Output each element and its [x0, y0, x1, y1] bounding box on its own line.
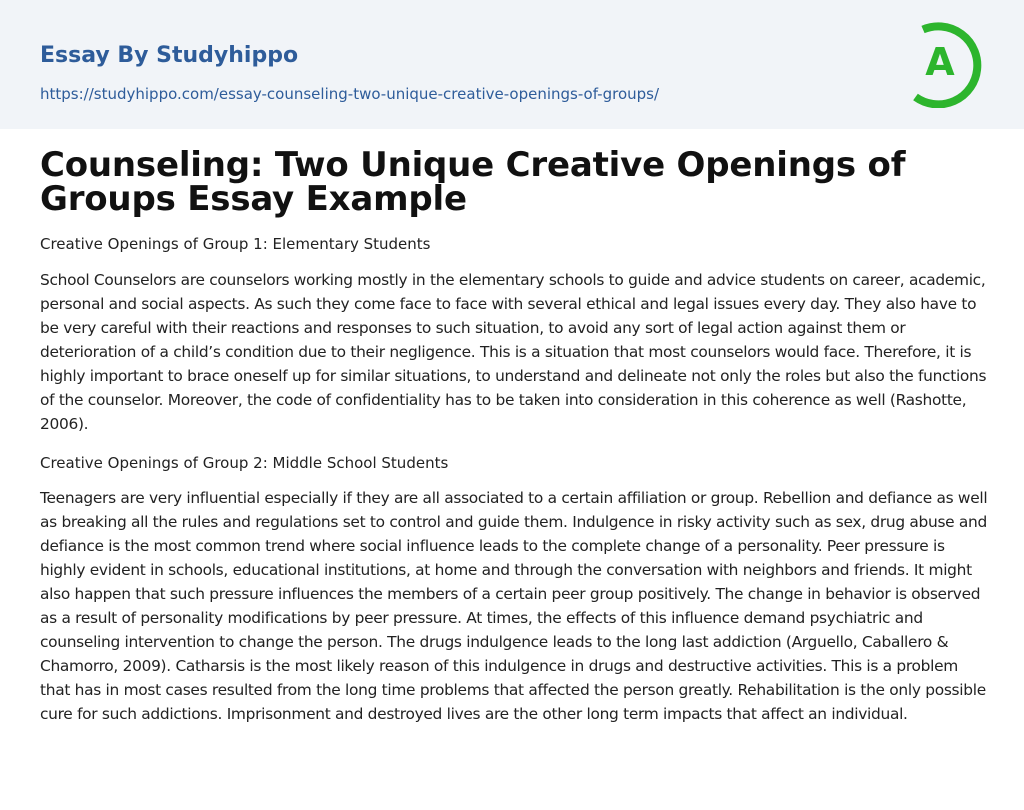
site-brand[interactable]: Essay By Studyhippo — [40, 43, 299, 68]
section-heading-group-1: Creative Openings of Group 1: Elementary Students — [40, 235, 431, 253]
page-url-link[interactable]: https://studyhippo.com/essay-counseling-two-unique-creative-openings-of-groups/ — [40, 85, 660, 103]
article-title: Counseling: Two Unique Creative Openings of Groups Essay Example — [40, 145, 906, 219]
section-heading-group-2: Creative Openings of Group 2: Middle School Students — [40, 454, 449, 472]
site-header — [0, 0, 1024, 129]
section-body-group-2: Teenagers are very influential especially if they are all associated to a certain affiliation or group. Rebellion and defiance as well as breaking all the rules and regulations set to control and guide them. Indulgence in risky activity such as sex, drug abuse and defiance is the most common trend where social influence leads to the complete change of a personality. Peer pressure is highly evident in schools, educational institutions, at home and through the conversation with neighbors and friends. It might also happen that such pressure influences the members of a certain peer group positively. The change in behavior is observed as a result of personality modifications by peer pressure. At times, the effects of this influence demand psychiatric and counseling intervention to change the person. The drugs indulgence leads to the long last addiction (Arguello, Caballero & Chamorro, 2009). Catharsis is the most likely reason of this indulgence in drugs and destructive activities. This is a problem that has in most cases resulted from the long time problems that affected the person greatly. Rehabilitation is the only possible cure for such addictions. Imprisonment and destroyed lives are the other long term impacts that affect an individual. — [40, 489, 988, 723]
section-body-group-1: School Counselors are counselors working mostly in the elementary schools to guide and advice students on career, academic, personal and social aspects. As such they come face to face with several ethical and legal issues every day. They also have to be very careful with their reactions and responses to such situation, to avoid any sort of legal action against them or deterioration of a child’s condition due to their negligence. This is a situation that most counselors would face. Therefore, it is highly important to brace oneself up for similar situations, to understand and delineate not only the roles but also the functions of the counselor. Moreover, the code of confidentiality has to be taken into consideration in this coherence as well (Rashotte, 2006). — [40, 271, 987, 433]
article — [40, 145, 990, 726]
logo-letter: A — [925, 40, 955, 84]
studyhippo-logo-icon[interactable] — [896, 18, 988, 108]
